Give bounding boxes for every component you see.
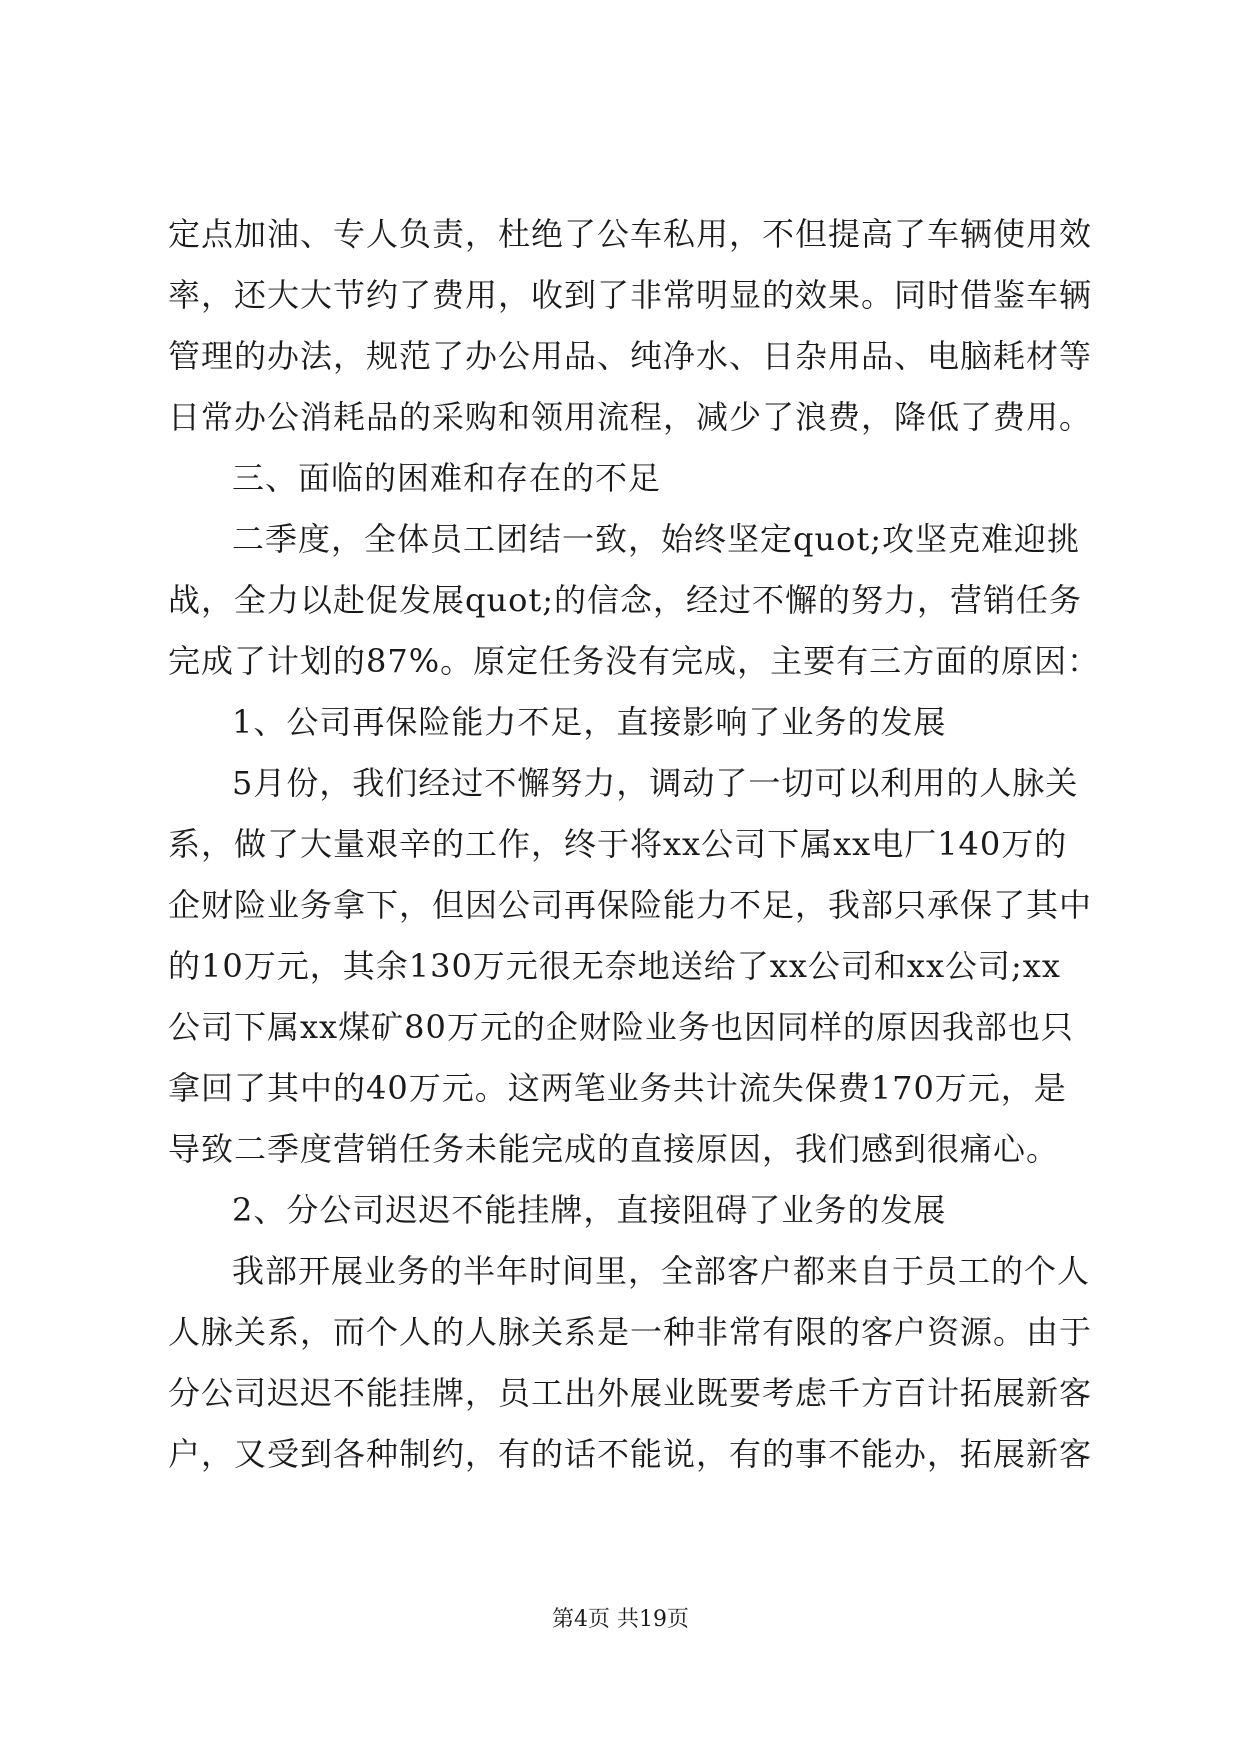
text-line: 的10万元，其余130万元很无奈地送给了xx公司和xx公司;xx xyxy=(168,947,1061,985)
text-line: 户，又受到各种制约，有的话不能说，有的事不能办，拓展新客 xyxy=(168,1435,1093,1473)
text-line: 导致二季度营销任务未能完成的直接原因，我们感到很痛心。 xyxy=(168,1130,1060,1168)
text-line: 企财险业务拿下，但因公司再保险能力不足，我部只承保了其中 xyxy=(168,886,1093,924)
text-line: 率，还大大节约了费用，收到了非常明显的效果。同时借鉴车辆 xyxy=(168,276,1093,314)
text-line: 拿回了其中的40万元。这两笔业务共计流失保费170万元，是 xyxy=(168,1069,1067,1107)
text-line: 系，做了大量艰辛的工作，终于将xx公司下属xx电厂140万的 xyxy=(168,825,1068,863)
text-line: 二季度，全体员工团结一致，始终坚定quot;攻坚克难迎挑 xyxy=(232,520,1081,558)
text-line: 管理的办法，规范了办公用品、纯净水、日杂用品、电脑耗材等 xyxy=(168,337,1093,375)
text-line: 公司下属xx煤矿80万元的企财险业务也因同样的原因我部也只 xyxy=(168,1008,1074,1046)
subsection-heading: 1、公司再保险能力不足，直接影响了业务的发展 xyxy=(232,703,947,741)
text-line: 分公司迟迟不能挂牌，员工出外展业既要考虑千方百计拓展新客 xyxy=(168,1374,1093,1412)
text-line: 人脉关系，而个人的人脉关系是一种非常有限的客户资源。由于 xyxy=(168,1313,1093,1351)
text-line: 日常办公消耗品的采购和领用流程，减少了浪费，降低了费用。 xyxy=(168,398,1093,436)
page-number-footer: 第4页 共19页 xyxy=(552,1607,689,1632)
text-line: 战，全力以赴促发展quot;的信念，经过不懈的努力，营销任务 xyxy=(168,581,1083,619)
text-line: 完成了计划的87%。原定任务没有完成，主要有三方面的原因： xyxy=(168,642,1101,680)
text-line: 5月份，我们经过不懈努力，调动了一切可以利用的人脉关 xyxy=(232,764,1079,802)
text-line: 定点加油、专人负责，杜绝了公车私用，不但提高了车辆使用效 xyxy=(168,215,1093,253)
section-heading: 三、面临的困难和存在的不足 xyxy=(232,459,662,497)
subsection-heading: 2、分公司迟迟不能挂牌，直接阻碍了业务的发展 xyxy=(232,1191,947,1229)
text-line: 我部开展业务的半年时间里，全部客户都来自于员工的个人 xyxy=(232,1252,1091,1290)
